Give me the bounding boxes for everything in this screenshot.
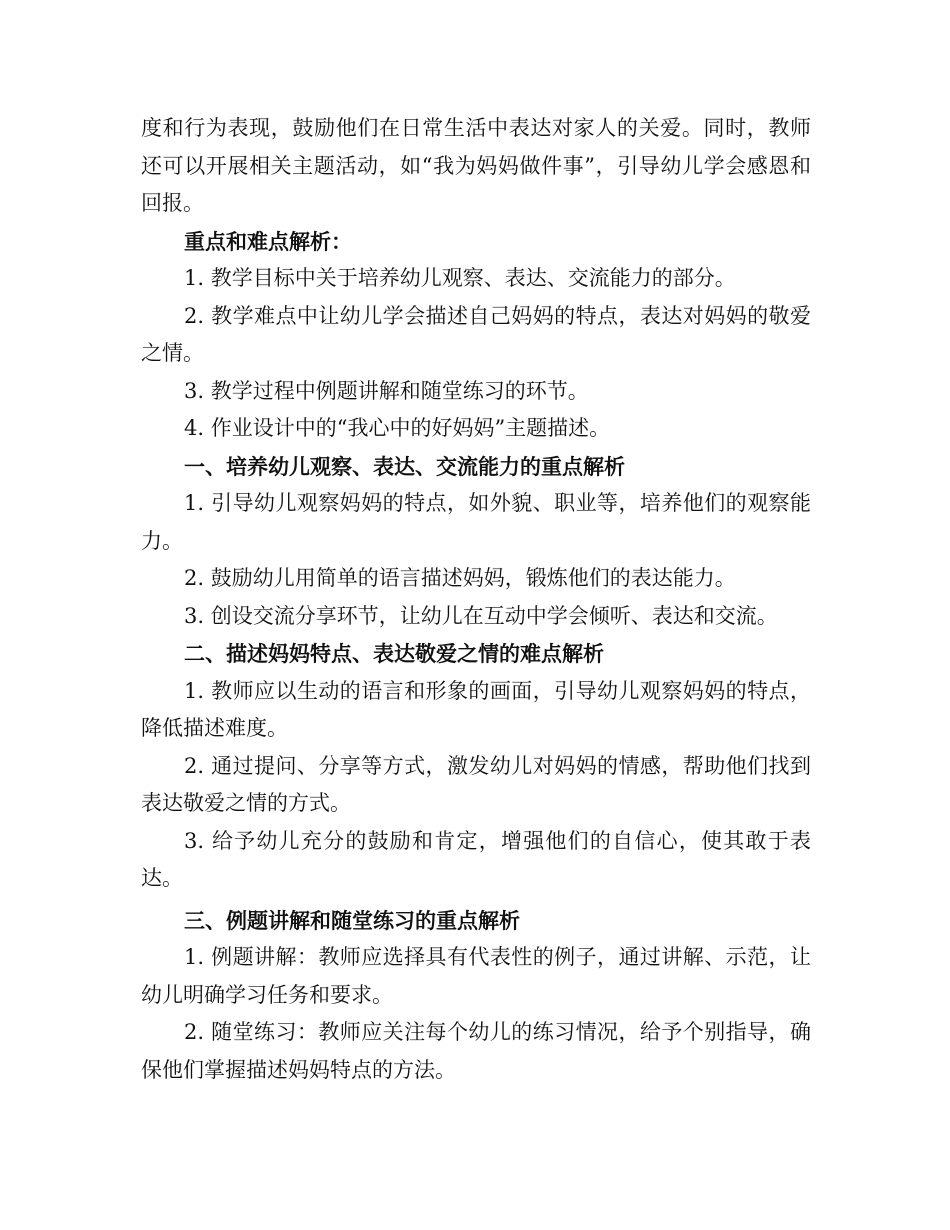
list-item-point-4: 4. 作业设计中的“我心中的好妈妈”主题描述。 — [184, 416, 611, 440]
list-item-point-2: 2. 教学难点中让幼儿学会描述自己妈妈的特点，表达对妈妈的敬爱之情。 — [141, 303, 811, 365]
list-item-point-3: 3. 教学过程中例题讲解和随堂练习的环节。 — [184, 378, 589, 403]
list-item-section-1-1: 1. 引导幼儿观察妈妈的特点，如外貌、职业等，培养他们的观察能力。 — [141, 491, 811, 553]
heading-section-3: 三、例题讲解和随堂练习的重点解析 — [184, 907, 520, 933]
list-item-section-1-2: 2. 鼓励幼儿用简单的语言描述妈妈，锻炼他们的表达能力。 — [184, 566, 736, 590]
heading-section-2: 二、描述妈妈特点、表达敬爱之情的难点解析 — [184, 641, 604, 666]
list-item-section-2-1: 1. 教师应以生动的语言和形象的画面，引导幼儿观察妈妈的特点，降低描述难度。 — [141, 678, 811, 740]
heading-key-difficult-points: 重点和难点解析： — [184, 228, 352, 254]
list-item-section-3-1: 1. 例题讲解：教师应选择具有代表性的例子，通过讲解、示范，让幼儿明确学习任务和要求。 — [141, 945, 811, 1007]
list-item-section-2-3: 3. 给予幼儿充分的鼓励和肯定，增强他们的自信心，使其敢于表达。 — [141, 828, 811, 890]
heading-section-1: 一、培养幼儿观察、表达、交流能力的重点解析 — [184, 453, 625, 479]
list-item-section-2-2: 2. 通过提问、分享等方式，激发幼儿对妈妈的情感，帮助他们找到表达敬爱之情的方式。 — [141, 753, 811, 815]
list-item-section-3-2: 2. 随堂练习：教师应关注每个幼儿的练习情况，给予个别指导，确保他们掌握描述妈妈特点的方法。 — [141, 1020, 811, 1082]
document-body — [141, 110, 811, 1089]
list-item-point-1: 1. 教学目标中关于培养幼儿观察、表达、交流能力的部分。 — [184, 266, 736, 290]
paragraph-intro-continuation: 度和行为表现，鼓励他们在日常生活中表达对家人的关爱。同时，教师还可以开展相关主题活动，如“我为妈妈做件事”，引导幼儿学会感恩和回报。 — [141, 116, 811, 215]
list-item-section-1-3: 3. 创设交流分享环节，让幼儿在互动中学会倾听、表达和交流。 — [184, 603, 778, 628]
